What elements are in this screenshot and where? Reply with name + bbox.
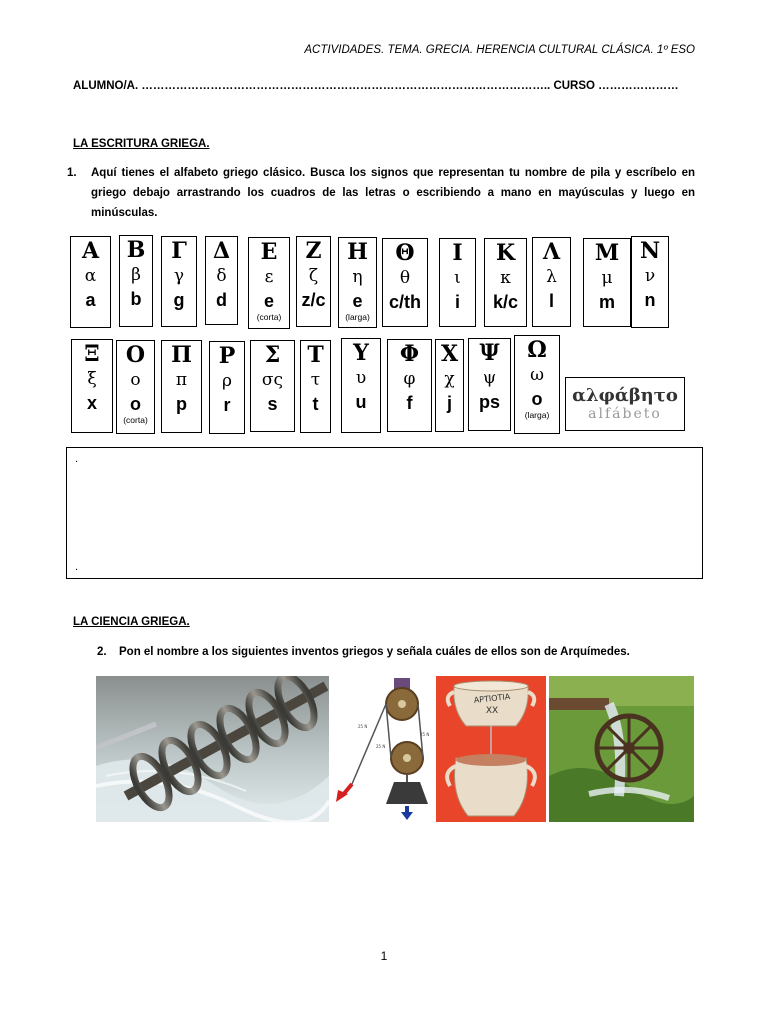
letter-tile[interactable]: [205, 236, 238, 325]
letter-note: (larga): [524, 410, 550, 420]
letter-note: (larga): [345, 312, 370, 322]
letter-lower: σς: [261, 370, 284, 390]
question-1-number: 1.: [67, 167, 77, 179]
letter-lower: δ: [216, 266, 227, 286]
writing-section-title: LA ESCRITURA GRIEGA.: [73, 138, 210, 150]
jar-text-bottom: XX: [485, 706, 499, 716]
letter-tile[interactable]: [338, 237, 377, 328]
letter-latin: f: [406, 393, 413, 413]
letter-latin: l: [548, 291, 554, 311]
letter-latin: r: [223, 395, 231, 415]
letter-latin: o: [130, 394, 141, 414]
question-1: [67, 163, 695, 223]
letter-upper: Κ: [495, 240, 516, 266]
letter-tile[interactable]: [161, 340, 202, 433]
header-title: ACTIVIDADES. TEMA. GRECIA. HERENCIA CULTURAL CLÁSICA. 1º ESO: [304, 44, 695, 56]
letter-upper: Π: [171, 342, 192, 368]
letter-tile[interactable]: [387, 339, 432, 432]
letter-lower: ο: [130, 370, 141, 390]
letter-lower: κ: [500, 268, 511, 288]
letter-latin: i: [454, 292, 460, 312]
letter-upper: Μ: [594, 240, 620, 266]
letter-upper: Ο: [125, 342, 146, 368]
letter-upper: Ι: [452, 240, 463, 266]
letter-upper: Φ: [399, 341, 420, 367]
alphabet-label: [565, 377, 685, 431]
answer-dot-bottom: .: [75, 561, 79, 573]
letter-upper: Ν: [639, 238, 661, 264]
letter-tile[interactable]: [119, 235, 153, 327]
science-section-title: LA CIENCIA GRIEGA.: [73, 616, 190, 628]
letter-tile[interactable]: [250, 340, 295, 432]
pulley-image: [332, 676, 432, 822]
letter-tile[interactable]: [116, 340, 155, 434]
letter-tile[interactable]: [439, 238, 476, 327]
letter-latin: p: [176, 394, 187, 414]
letter-upper: Γ: [171, 238, 187, 264]
letter-upper: Ξ: [84, 341, 100, 367]
letter-latin: ps: [478, 392, 500, 412]
svg-text:25 N: 25 N: [358, 724, 368, 729]
letter-lower: ρ: [222, 371, 232, 391]
letter-lower: ψ: [482, 368, 497, 388]
letter-note: (corta): [256, 312, 282, 322]
letter-lower: β: [131, 265, 141, 285]
letter-upper: Τ: [307, 342, 324, 368]
letter-latin: k/c: [492, 292, 519, 312]
letter-lower: θ: [399, 268, 411, 288]
archimedes-screw-image: [96, 676, 329, 822]
student-line: ALUMNO/A. …………………………………………………………………………………………….. CURSO …………………: [73, 80, 679, 92]
letter-latin: s: [267, 394, 278, 414]
svg-text:25 N: 25 N: [376, 744, 386, 749]
letter-tile[interactable]: [532, 237, 571, 327]
letter-lower: λ: [546, 267, 557, 287]
question-1-text: Aquí tienes el alfabeto griego clásico. Busca los signos que representan tu nombre de pila y escríbelo en griego debajo arrastrando los cuadros de las letras o escribiendo a mano en mayúsculas y luego en minúsculas.: [91, 167, 695, 219]
letter-tile[interactable]: [248, 237, 290, 329]
letter-lower: ι: [454, 268, 461, 288]
letter-lower: ν: [644, 266, 656, 286]
letter-tile[interactable]: [300, 340, 331, 433]
letter-lower: ω: [530, 365, 544, 385]
letter-lower: χ: [444, 369, 455, 389]
jars-image: [436, 676, 546, 822]
letter-latin: a: [85, 290, 96, 310]
letter-upper: Ρ: [218, 343, 236, 369]
letter-latin: e: [352, 291, 363, 311]
letter-upper: Ζ: [305, 238, 322, 264]
letter-lower: ζ: [308, 266, 319, 286]
letter-lower: γ: [173, 266, 185, 286]
letter-upper: Χ: [440, 341, 459, 367]
letter-lower: φ: [403, 369, 416, 389]
letter-latin: c/th: [388, 292, 421, 312]
letter-lower: α: [84, 266, 97, 286]
letter-tile[interactable]: [468, 338, 511, 431]
letter-upper: Ω: [527, 337, 547, 363]
letter-latin: t: [312, 394, 319, 414]
letter-tile[interactable]: [514, 335, 560, 434]
question-2-number: 2.: [97, 646, 107, 658]
letter-tile[interactable]: [296, 236, 331, 327]
letter-tile[interactable]: [161, 236, 197, 327]
letter-tile[interactable]: [484, 238, 527, 327]
page-number: 1: [380, 949, 388, 963]
letter-upper: Β: [126, 237, 146, 263]
letter-lower: ε: [264, 267, 274, 287]
letter-latin: e: [263, 291, 274, 311]
letter-lower: ξ: [87, 369, 97, 389]
letter-latin: b: [130, 289, 142, 309]
letter-tile[interactable]: [71, 339, 113, 433]
letter-tile[interactable]: [631, 236, 669, 328]
letter-latin: m: [598, 292, 615, 312]
letter-lower: η: [352, 267, 363, 287]
letter-upper: Θ: [395, 240, 415, 266]
letter-tile[interactable]: [209, 341, 245, 434]
letter-lower: π: [175, 370, 188, 390]
letter-latin: z/c: [301, 290, 326, 310]
letter-upper: Δ: [212, 238, 231, 264]
letter-upper: Λ: [542, 239, 561, 265]
letter-lower: υ: [355, 368, 367, 388]
letter-upper: Α: [81, 238, 100, 264]
letter-latin: n: [644, 290, 656, 310]
alphabet-label-latin: alfábeto: [588, 406, 662, 422]
letter-lower: τ: [310, 370, 321, 390]
letter-latin: x: [86, 393, 97, 413]
jar-text-top: ΑΡΤΙΟΤΙΑ: [473, 692, 511, 705]
letter-upper: Ε: [260, 239, 278, 265]
question-2-text: Pon el nombre a los siguientes inventos griegos y señala cuáles de ellos son de Arquímedes.: [119, 646, 630, 658]
letter-latin: j: [446, 393, 452, 413]
letter-upper: Σ: [264, 342, 281, 368]
letter-lower: μ: [601, 268, 613, 288]
letter-upper: Ψ: [479, 340, 500, 366]
letter-tile[interactable]: [70, 236, 111, 328]
water-wheel-image: [549, 676, 694, 822]
letter-tile[interactable]: [583, 238, 631, 327]
letter-tile[interactable]: [382, 238, 428, 327]
letter-latin: u: [355, 392, 367, 412]
letter-note: (corta): [123, 415, 148, 425]
question-2: [97, 646, 630, 658]
svg-text:25 N: 25 N: [420, 732, 430, 737]
answer-box[interactable]: [66, 447, 703, 579]
letter-latin: d: [216, 290, 227, 310]
letter-tile[interactable]: [435, 339, 464, 432]
answer-dot-top: .: [75, 453, 79, 465]
letter-upper: Υ: [353, 340, 369, 366]
alphabet-label-greek: αλφάβητο: [572, 385, 678, 406]
letter-latin: o: [531, 389, 543, 409]
letter-latin: g: [173, 290, 185, 310]
letter-upper: Η: [347, 239, 368, 265]
letter-tile[interactable]: [341, 338, 381, 433]
